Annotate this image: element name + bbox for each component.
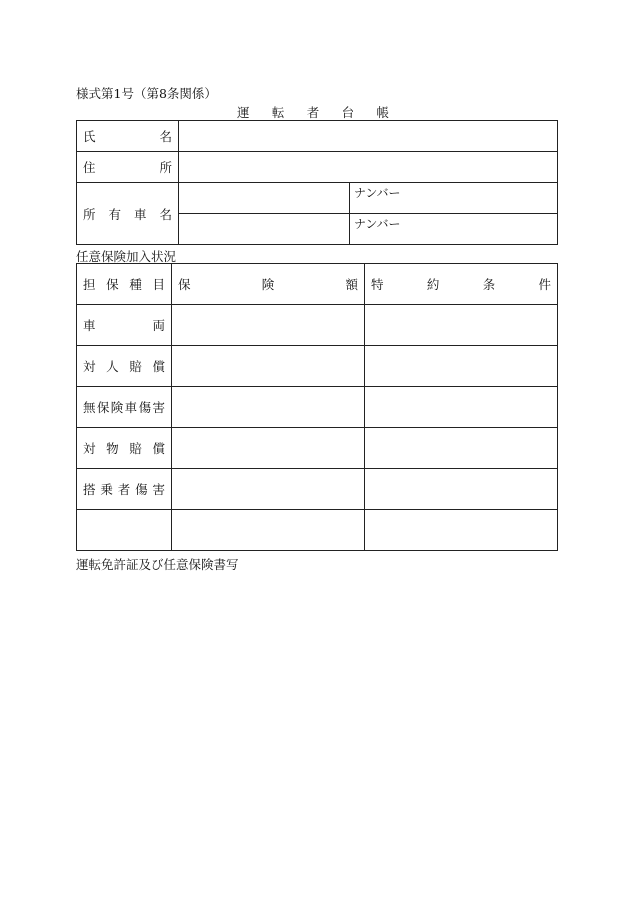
amount-field[interactable]: [172, 346, 365, 387]
driver-info-table: [76, 120, 558, 245]
insurance-heading: 任意保険加入状況: [76, 249, 177, 264]
number-field-1[interactable]: [350, 183, 558, 214]
header-insured-amount: 保 険 額: [172, 264, 365, 305]
number-field-2[interactable]: [350, 214, 558, 245]
name-label-cell: [77, 121, 179, 152]
row-label-vehicle: 車 両: [77, 305, 172, 346]
amount-field[interactable]: [172, 387, 365, 428]
footer-note: 運転免許証及び任意保険書写: [76, 557, 239, 572]
title-char: 台: [341, 105, 355, 120]
amount-field[interactable]: [172, 469, 365, 510]
table-row: [77, 469, 558, 510]
row-label-property-damage: 対 物 賠 償: [77, 428, 172, 469]
table-row: [77, 428, 558, 469]
title-char: 帳: [376, 105, 389, 120]
owned-vehicle-label: 所 有 車 名: [83, 206, 172, 222]
blank-coverage-field[interactable]: [77, 510, 172, 551]
number-label: ナンバー: [354, 186, 401, 200]
page-title: [237, 103, 389, 121]
address-field[interactable]: [179, 152, 558, 183]
vehicle-name-field-1[interactable]: [179, 183, 350, 214]
title-char: 運: [237, 105, 250, 120]
title-char: 転: [271, 105, 285, 120]
form-number: 様式第1号（第8条関係）: [76, 86, 217, 101]
table-row: [77, 387, 558, 428]
conditions-field[interactable]: [365, 469, 558, 510]
conditions-field[interactable]: [365, 305, 558, 346]
table-row: [77, 346, 558, 387]
number-label: ナンバー: [354, 217, 401, 231]
conditions-field[interactable]: [365, 428, 558, 469]
row-label-uninsured-motorist: 無 保 険 車 傷 害: [77, 387, 172, 428]
header-coverage-type: 担 保 種 目: [77, 264, 172, 305]
header-special-conditions: 特 約 条 件: [365, 264, 558, 305]
name-label: 氏 名: [83, 129, 172, 144]
address-label: 住 所: [83, 160, 172, 175]
table-row: [77, 510, 558, 551]
insurance-table: [76, 263, 558, 551]
address-label-cell: [77, 152, 179, 183]
row-label-passenger-injury: 搭 乗 者 傷 害: [77, 469, 172, 510]
amount-field[interactable]: [172, 510, 365, 551]
conditions-field[interactable]: [365, 510, 558, 551]
conditions-field[interactable]: [365, 387, 558, 428]
amount-field[interactable]: [172, 305, 365, 346]
table-row: [77, 305, 558, 346]
amount-field[interactable]: [172, 428, 365, 469]
title-char: 者: [306, 105, 320, 120]
conditions-field[interactable]: [365, 346, 558, 387]
vehicle-name-field-2[interactable]: [179, 214, 350, 245]
name-field[interactable]: [179, 121, 558, 152]
row-label-bodily-injury: 対 人 賠 償: [77, 346, 172, 387]
owned-vehicle-label-cell: [77, 183, 179, 245]
